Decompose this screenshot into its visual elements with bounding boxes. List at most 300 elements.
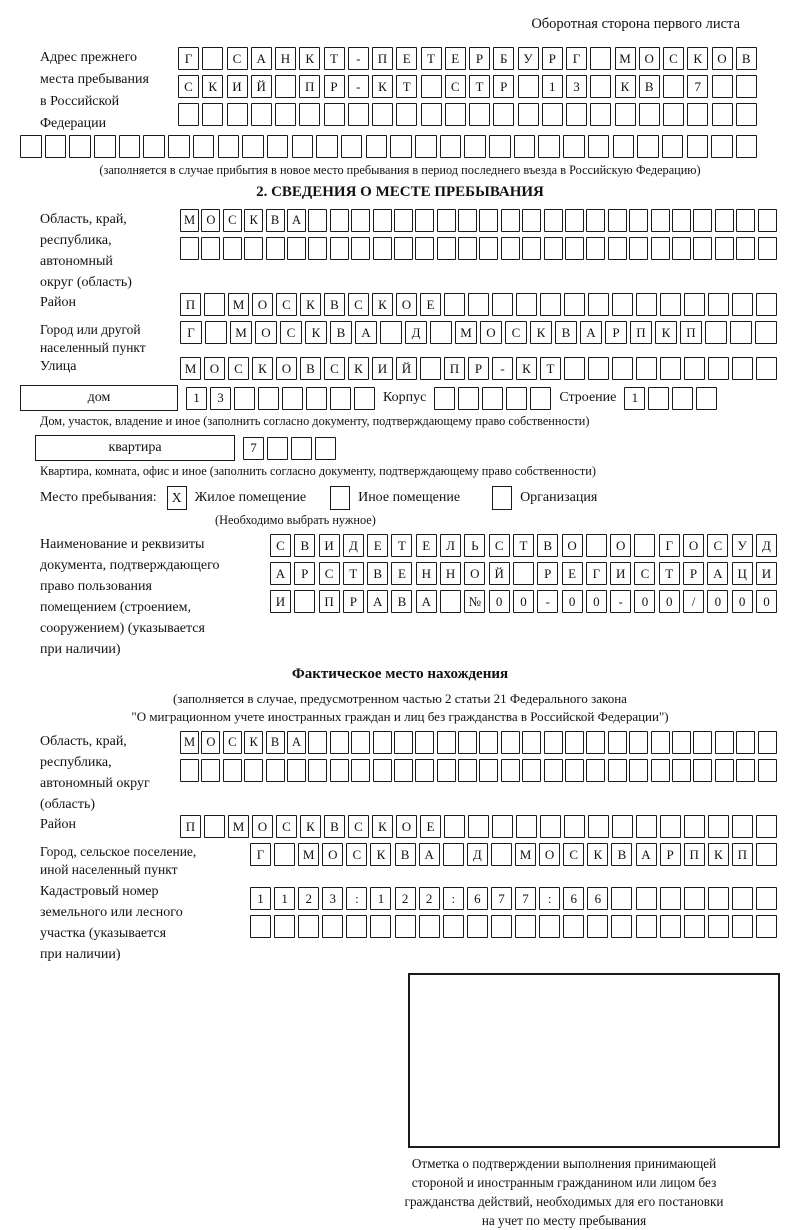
char-cell (395, 915, 416, 938)
char-cell (444, 815, 465, 838)
char-cell: В (611, 843, 632, 866)
char-cell (715, 209, 734, 232)
char-cell (708, 915, 729, 938)
char-cell (330, 237, 349, 260)
char-cell (693, 209, 712, 232)
char-cell: Р (542, 47, 563, 70)
char-cell (282, 387, 303, 410)
char-cell (244, 759, 263, 782)
char-cell (708, 887, 729, 910)
city-block (20, 321, 780, 357)
char-cell (201, 237, 220, 260)
char-cell (415, 731, 434, 754)
cadastre-row-1 (250, 887, 777, 910)
char-cell: К (687, 47, 708, 70)
street-block (20, 357, 780, 385)
char-cell (544, 209, 563, 232)
char-cell: / (683, 590, 704, 613)
char-cell (202, 47, 223, 70)
label-line: право пользования (40, 579, 152, 594)
char-cell: М (230, 321, 252, 344)
district-block (20, 293, 780, 321)
char-cell (684, 357, 705, 380)
char-cell: К (708, 843, 729, 866)
char-cell (590, 47, 611, 70)
char-cell: 0 (659, 590, 680, 613)
char-cell (491, 843, 512, 866)
char-cell: С (505, 321, 527, 344)
char-cell: 2 (419, 887, 440, 910)
char-cell (565, 759, 584, 782)
char-cell: К (587, 843, 608, 866)
char-cell (736, 75, 757, 98)
label-line: в Российской (40, 94, 120, 109)
char-cell: О (480, 321, 502, 344)
prev-address-block (20, 47, 780, 135)
char-cell: О (712, 47, 733, 70)
label-line: республика, (40, 755, 112, 770)
char-cell: А (416, 590, 437, 613)
char-cell (693, 237, 712, 260)
char-cell: Р (537, 562, 558, 585)
char-cell: П (180, 293, 201, 316)
char-cell (651, 731, 670, 754)
char-cell (564, 293, 585, 316)
city-row (180, 321, 777, 344)
char-cell: А (270, 562, 291, 585)
char-cell (274, 843, 295, 866)
char-cell: К (370, 843, 391, 866)
char-cell (258, 387, 279, 410)
char-cell: С (563, 843, 584, 866)
char-cell (180, 237, 199, 260)
char-cell: Р (343, 590, 364, 613)
char-cell (354, 387, 375, 410)
char-cell (636, 357, 657, 380)
char-cell (758, 237, 777, 260)
char-cell (608, 759, 627, 782)
label-line: участка (указывается (40, 926, 167, 941)
char-cell (372, 103, 393, 126)
label-line: Наименование и реквизиты (40, 537, 205, 552)
char-cell: Й (396, 357, 417, 380)
char-cell: - (348, 47, 369, 70)
char-cell: О (255, 321, 277, 344)
char-cell (522, 731, 541, 754)
char-cell (756, 915, 777, 938)
char-cell: Н (440, 562, 461, 585)
char-cell (588, 357, 609, 380)
char-cell (205, 321, 227, 344)
char-cell (758, 759, 777, 782)
char-cell: П (680, 321, 702, 344)
label-line: документа, подтверждающего (40, 558, 220, 573)
char-cell: С (663, 47, 684, 70)
char-cell (223, 237, 242, 260)
char-cell (421, 103, 442, 126)
char-cell: С (324, 357, 345, 380)
char-cell: Р (683, 562, 704, 585)
actual-district-block (20, 815, 780, 843)
char-cell (515, 915, 536, 938)
char-cell: В (391, 590, 412, 613)
char-cell: П (299, 75, 320, 98)
char-cell: С (348, 815, 369, 838)
char-cell: Г (566, 47, 587, 70)
label-line: Город, сельское поселение, (40, 844, 197, 859)
char-cell: В (266, 209, 285, 232)
char-cell: 1 (250, 887, 271, 910)
char-cell (514, 135, 536, 158)
stay-type-row (20, 485, 780, 511)
char-cell (684, 815, 705, 838)
char-cell (308, 237, 327, 260)
char-cell (458, 387, 479, 410)
char-cell (758, 731, 777, 754)
char-cell: : (346, 887, 367, 910)
char-cell (730, 321, 752, 344)
prev-address-label (20, 47, 178, 135)
char-cell: 6 (563, 887, 584, 910)
char-cell (291, 437, 312, 460)
char-cell (542, 103, 563, 126)
char-cell (538, 135, 560, 158)
char-cell: М (455, 321, 477, 344)
char-cell (287, 759, 306, 782)
char-cell (608, 209, 627, 232)
document-rows (270, 534, 777, 618)
char-cell: К (305, 321, 327, 344)
caption-line: Отметка о подтверждении выполнения принимающей (411, 1156, 717, 1171)
prev-address-rows (178, 47, 757, 131)
char-cell: О (639, 47, 660, 70)
region-rows (180, 209, 777, 265)
char-cell: В (324, 293, 345, 316)
char-cell: Ь (464, 534, 485, 557)
char-cell: В (555, 321, 577, 344)
char-cell (501, 759, 520, 782)
char-cell: Й (489, 562, 510, 585)
label-line: места пребывания (40, 72, 149, 87)
char-cell (373, 209, 392, 232)
char-cell: В (294, 534, 315, 557)
char-cell (540, 293, 561, 316)
char-cell (267, 437, 288, 460)
char-cell (636, 293, 657, 316)
char-cell: Е (445, 47, 466, 70)
char-cell (218, 135, 240, 158)
char-cell (590, 103, 611, 126)
char-cell (660, 915, 681, 938)
char-cell (430, 321, 452, 344)
char-cell: 7 (243, 437, 264, 460)
char-cell: Г (178, 47, 199, 70)
char-cell (586, 759, 605, 782)
char-cell (346, 915, 367, 938)
char-cell (178, 103, 199, 126)
char-cell: Е (367, 534, 388, 557)
char-cell: К (244, 731, 263, 754)
char-cell (421, 75, 442, 98)
char-cell (394, 731, 413, 754)
char-cell (522, 209, 541, 232)
char-cell (715, 759, 734, 782)
apartment-row (20, 435, 780, 461)
char-cell: Е (420, 815, 441, 838)
char-cell (501, 237, 520, 260)
char-cell: И (756, 562, 777, 585)
other-premises-label: Иное помещение (358, 490, 461, 505)
char-cell (539, 915, 560, 938)
char-cell: К (202, 75, 223, 98)
char-cell (611, 915, 632, 938)
char-cell (330, 759, 349, 782)
char-cell (464, 135, 486, 158)
char-cell (565, 209, 584, 232)
char-cell (608, 237, 627, 260)
label-line: округ (область) (40, 275, 132, 290)
char-cell (732, 887, 753, 910)
char-cell: 2 (395, 887, 416, 910)
char-cell: О (204, 357, 225, 380)
char-cell: Б (493, 47, 514, 70)
char-cell (351, 237, 370, 260)
label-line: при наличии) (40, 947, 121, 962)
char-cell: П (732, 843, 753, 866)
char-cell (672, 387, 693, 410)
char-cell (351, 731, 370, 754)
char-cell: - (537, 590, 558, 613)
document-label (20, 534, 270, 660)
char-cell: В (266, 731, 285, 754)
char-cell: А (287, 209, 306, 232)
organization-checkbox (492, 486, 512, 510)
char-cell: 0 (562, 590, 583, 613)
char-cell: С (489, 534, 510, 557)
char-cell (308, 209, 327, 232)
char-cell: А (580, 321, 602, 344)
char-cell: С (178, 75, 199, 98)
char-cell: М (228, 293, 249, 316)
char-cell: О (276, 357, 297, 380)
char-cell (660, 887, 681, 910)
char-cell (251, 103, 272, 126)
char-cell: - (348, 75, 369, 98)
char-cell (629, 731, 648, 754)
char-cell (266, 237, 285, 260)
char-cell (712, 75, 733, 98)
char-cell: П (372, 47, 393, 70)
char-cell (586, 534, 607, 557)
char-cell: С (270, 534, 291, 557)
char-cell (530, 387, 551, 410)
actual-district-row (180, 815, 777, 838)
char-cell (756, 357, 777, 380)
char-cell: И (319, 534, 340, 557)
char-cell: О (201, 731, 220, 754)
char-cell (636, 915, 657, 938)
char-cell (443, 915, 464, 938)
char-cell: Р (468, 357, 489, 380)
district-row (180, 293, 777, 316)
char-cell (687, 103, 708, 126)
char-cell: П (630, 321, 652, 344)
char-cell (227, 103, 248, 126)
char-cell (223, 759, 242, 782)
char-cell (234, 387, 255, 410)
char-cell (687, 135, 709, 158)
char-cell: Т (343, 562, 364, 585)
char-cell (564, 815, 585, 838)
document-row-1 (270, 534, 777, 557)
char-cell (518, 103, 539, 126)
char-cell: И (227, 75, 248, 98)
char-cell: С (348, 293, 369, 316)
label-line: при наличии) (40, 642, 121, 657)
char-cell: С (227, 47, 248, 70)
char-cell: О (252, 815, 273, 838)
char-cell: С (707, 534, 728, 557)
char-cell (660, 357, 681, 380)
prev-address-row-2 (178, 75, 757, 98)
char-cell: В (367, 562, 388, 585)
char-cell: К (300, 815, 321, 838)
char-cell (419, 915, 440, 938)
label-line: Федерации (40, 116, 107, 131)
char-cell (458, 237, 477, 260)
char-cell (440, 590, 461, 613)
char-cell: С (346, 843, 367, 866)
char-cell: № (464, 590, 485, 613)
char-cell: И (270, 590, 291, 613)
prev-address-row-4 (20, 135, 780, 158)
char-cell (615, 103, 636, 126)
char-cell: О (201, 209, 220, 232)
char-cell (69, 135, 91, 158)
char-cell: 7 (491, 887, 512, 910)
char-cell: С (319, 562, 340, 585)
char-cell: Е (391, 562, 412, 585)
char-cell (651, 237, 670, 260)
label-line: помещением (строением, (40, 600, 191, 615)
page-header: Оборотная сторона первого листа (531, 16, 740, 32)
char-cell (324, 103, 345, 126)
region-label (20, 209, 180, 293)
char-cell: М (180, 731, 199, 754)
char-cell (708, 815, 729, 838)
korpus-cells (434, 387, 551, 410)
char-cell: А (251, 47, 272, 70)
house-cells (186, 387, 375, 410)
char-cell (275, 103, 296, 126)
char-cell: Т (391, 534, 412, 557)
char-cell (444, 293, 465, 316)
actual-location-note-2: "О миграционном учете иностранных граждан и лиц без гражданства в Российской Федерации") (131, 709, 669, 724)
char-cell (711, 135, 733, 158)
char-cell (756, 815, 777, 838)
char-cell: Р (493, 75, 514, 98)
apartment-note: Квартира, комната, офис и иное (заполнить согласно документу, подтверждающему право собственности) (40, 464, 596, 478)
char-cell: 0 (634, 590, 655, 613)
char-cell: В (300, 357, 321, 380)
char-cell (590, 75, 611, 98)
char-cell (629, 237, 648, 260)
street-row (180, 357, 777, 380)
char-cell: 2 (298, 887, 319, 910)
cadastre-rows (250, 881, 777, 943)
char-cell (516, 293, 537, 316)
char-cell: А (355, 321, 377, 344)
char-cell: К (244, 209, 263, 232)
char-cell: 3 (566, 75, 587, 98)
char-cell (565, 237, 584, 260)
char-cell (564, 357, 585, 380)
char-cell (613, 135, 635, 158)
char-cell (636, 815, 657, 838)
char-cell: Т (421, 47, 442, 70)
char-cell: В (639, 75, 660, 98)
cadastre-label (20, 881, 250, 965)
char-cell: К (372, 815, 393, 838)
label-line: автономный (40, 254, 113, 269)
char-cell (611, 887, 632, 910)
char-cell (715, 237, 734, 260)
char-cell: П (684, 843, 705, 866)
char-cell (394, 237, 413, 260)
char-cell (440, 135, 462, 158)
char-cell (672, 731, 691, 754)
char-cell (242, 135, 264, 158)
char-cell (636, 887, 657, 910)
label-line: иной населенный пункт (40, 862, 178, 877)
document-block (20, 534, 780, 660)
char-cell (660, 815, 681, 838)
char-cell (588, 135, 610, 158)
char-cell (94, 135, 116, 158)
char-cell (708, 357, 729, 380)
char-cell: М (228, 815, 249, 838)
city-label (20, 321, 180, 357)
char-cell: Т (513, 534, 534, 557)
char-cell (518, 75, 539, 98)
char-cell (493, 103, 514, 126)
char-cell (380, 321, 402, 344)
char-cell (736, 209, 755, 232)
char-cell (693, 759, 712, 782)
char-cell (434, 387, 455, 410)
char-cell: К (300, 293, 321, 316)
char-cell (168, 135, 190, 158)
residential-label: Жилое помещение (194, 490, 307, 505)
char-cell: 1 (274, 887, 295, 910)
char-cell: Д (756, 534, 777, 557)
char-cell (693, 731, 712, 754)
char-cell: Н (275, 47, 296, 70)
char-cell (612, 357, 633, 380)
char-cell (316, 135, 338, 158)
char-cell (266, 759, 285, 782)
char-cell: П (319, 590, 340, 613)
char-cell: Т (469, 75, 490, 98)
char-cell: М (615, 47, 636, 70)
char-cell: 1 (370, 887, 391, 910)
label-line: республика, (40, 233, 112, 248)
cadastre-block (20, 881, 780, 965)
char-cell (629, 759, 648, 782)
char-cell: К (516, 357, 537, 380)
organization-label: Организация (520, 490, 598, 505)
label-line: населенный пункт (40, 340, 146, 355)
